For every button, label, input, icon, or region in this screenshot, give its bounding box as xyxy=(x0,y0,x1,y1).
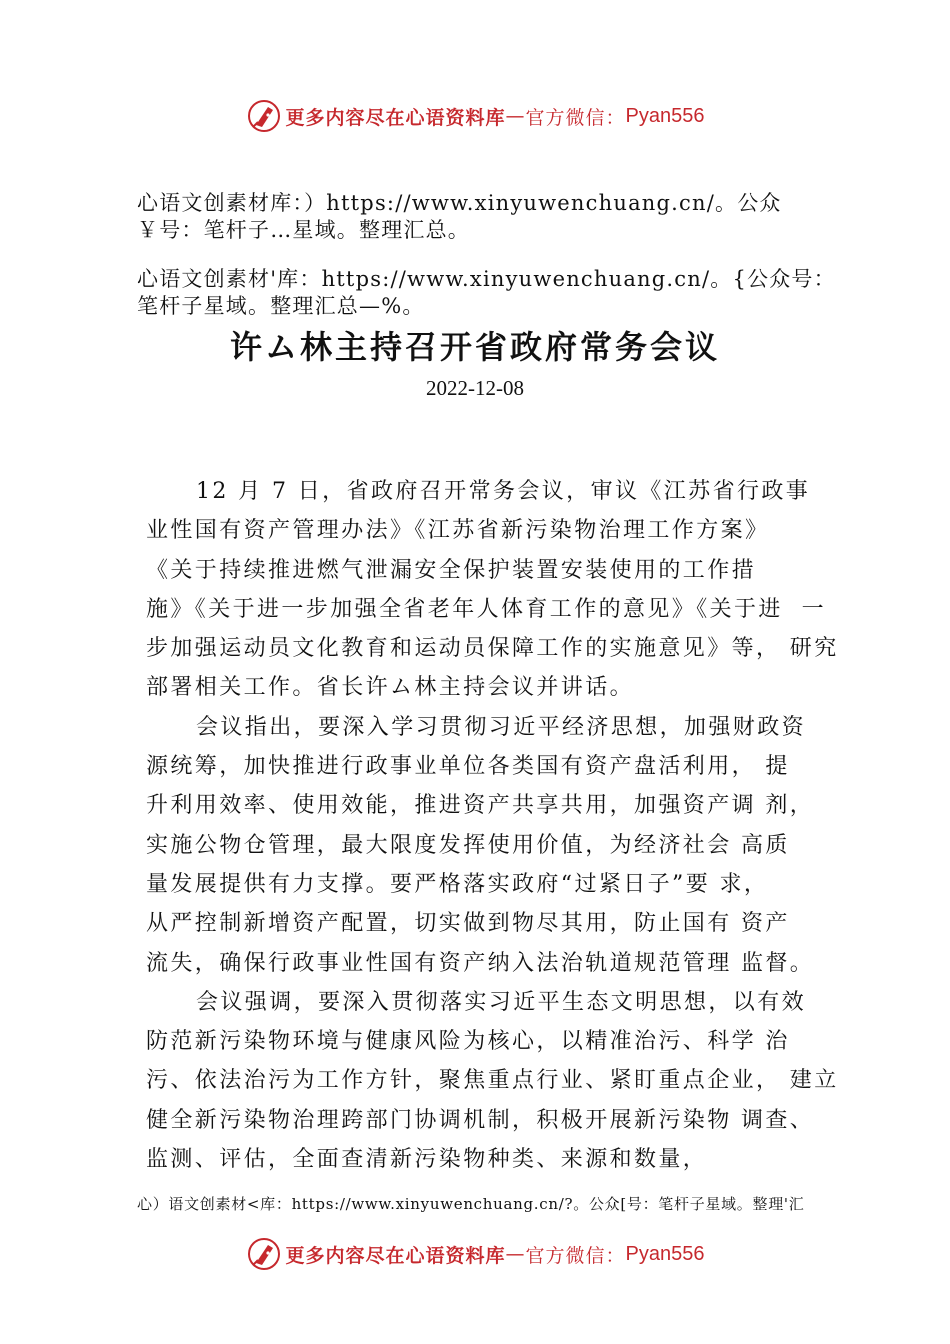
article-body xyxy=(146,472,839,1179)
header-banner xyxy=(0,94,950,138)
footer-banner xyxy=(0,1232,950,1276)
banner-dash: — xyxy=(505,105,526,127)
body-line: 从严控制新增资产配置，切实做到物尽其用，防止国有 资产 xyxy=(146,911,790,937)
watermark-line: 心语文创素材'库：https://www.xinyuwenchuang.cn/。{公众号： xyxy=(137,267,836,291)
article-date: 2022-12-08 xyxy=(426,376,524,400)
body-line: 源统筹，加快推进行政事业单位各类国有资产盘活利用， 提 xyxy=(146,754,790,780)
banner-title: 更多内容尽在心语资料库 xyxy=(285,106,506,129)
watermark-line: 笔杆子星域。整理汇总—%。 xyxy=(137,294,425,318)
banner-dash: — xyxy=(505,1243,526,1265)
body-line: 会议指出，要深入学习贯彻习近平经济思想，加强财政资 xyxy=(196,714,807,740)
body-line: 升利用效率、使用效能，推进资产共享共用，加强资产调 剂， xyxy=(146,793,815,819)
body-line: 健全新污染物治理跨部门协调机制，积极开展新污染物 调查、 xyxy=(146,1107,815,1133)
watermark-line: 心语文创素材库：）https://www.xinyuwenchuang.cn/。公众 xyxy=(137,191,782,215)
body-line: 施》《关于进一步加强全省老年人体育工作的意见》《关于进 一 xyxy=(146,596,826,622)
body-line: 流失，确保行政事业性国有资产纳入法治轨道规范管理 监督。 xyxy=(146,950,815,976)
watermark-block-1 xyxy=(137,190,847,244)
body-line: 《关于持续推进燃气泄漏安全保护装置安装使用的工作措 xyxy=(146,557,757,583)
body-line: 部署相关工作。省长许ム林主持会议并讲话。 xyxy=(146,675,635,701)
watermark-block-2 xyxy=(137,266,847,320)
banner-wechat-label: 官方微信： xyxy=(525,1244,626,1267)
body-line: 会议强调，要深入贯彻落实习近平生态文明思想，以有效 xyxy=(196,989,807,1015)
pen-nib-logo-icon xyxy=(246,98,282,134)
body-line: 业性国有资产管理办法》《江苏省新污染物治理工作方案》 xyxy=(146,518,770,544)
pen-nib-logo-icon xyxy=(246,1236,282,1272)
body-line: 实施公物仓管理，最大限度发挥使用价值，为经济社会 高质 xyxy=(146,832,790,858)
banner-title: 更多内容尽在心语资料库 xyxy=(285,1244,506,1267)
body-line: 步加强运动员文化教育和运动员保障工作的实施意见》等， 研究 xyxy=(146,636,839,662)
watermark-line: ￥号：笔杆子…星域。整理汇总。 xyxy=(137,218,470,242)
banner-wechat-label: 官方微信： xyxy=(525,106,626,129)
banner-wechat-id: Pyan556 xyxy=(625,104,705,127)
body-line: 监测、评估，全面查清新污染物种类、来源和数量， xyxy=(146,1147,708,1173)
article-title: 许ム林主持召开省政府常务会议 xyxy=(229,328,720,366)
banner-wechat-id: Pyan556 xyxy=(625,1242,705,1265)
footer-watermark: 心）语文创素材<库：https://www.xinyuwenchuang.cn/?。公众[号：笔杆子星域。整理'汇 xyxy=(137,1195,805,1213)
body-line: 污、依法治污为工作方针，聚焦重点行业、紧盯重点企业， 建立 xyxy=(146,1068,839,1094)
body-line: 防范新污染物环境与健康风险为核心，以精准治污、科学 治 xyxy=(146,1029,790,1055)
body-line: 12 月 7 日，省政府召开常务会议，审议《江苏省行政事 xyxy=(196,479,811,504)
body-line: 量发展提供有力支撑。要严格落实政府“过紧日子”要 求， xyxy=(146,871,769,897)
